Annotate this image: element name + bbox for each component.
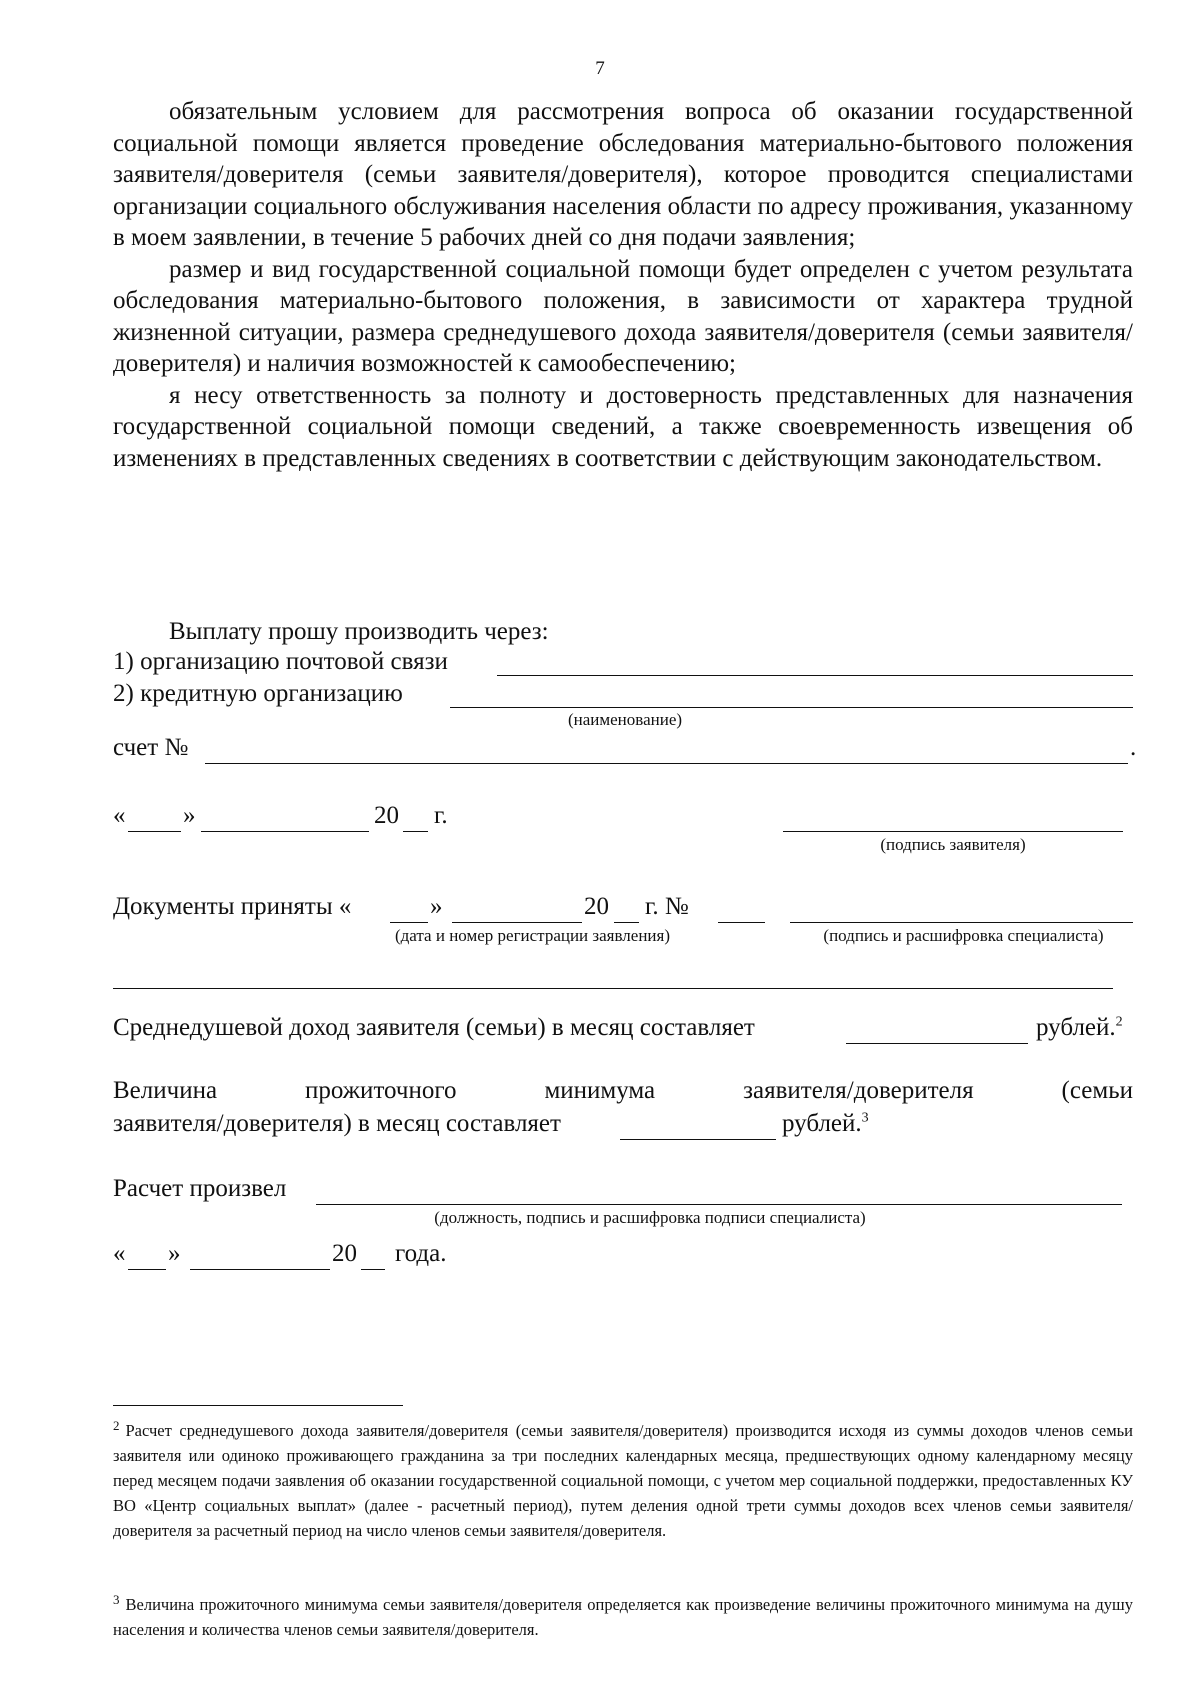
footnote-2: $^2$ Расчет среднедушевого дохода заявителя/доверителя (семьи заявителя/доверителя) производится исходя из суммы доходов членов семьи заявителя или одиноко проживающего гражданина за три последних календарных месяца, предшествующих одному календарному месяцу перед месяцем подачи заявления об оказании государственной социальной помощи, с учетом мер социальной поддержки, предоставленных КУ ВО «Центр социальных выплат» (далее - расчетный период), путем деления одной трети суммы доходов всех членов семьи заявителя/доверителя за расчетный период на число членов семьи заявителя/доверителя. xyxy=(113,1417,1133,1540)
calc-year-field[interactable] xyxy=(361,1244,385,1270)
docs-number-label: г. № xyxy=(645,893,689,920)
income-label: Среднедушевой доход заявителя (семьи) в месяц составляет xyxy=(113,1014,755,1041)
statement-paragraphs xyxy=(113,96,1133,474)
specialist-signature-field[interactable] xyxy=(790,897,1133,923)
calc-open-quote: « xyxy=(113,1240,126,1267)
income-amount-field[interactable] xyxy=(846,1018,1028,1044)
calculation-caption: (должность, подпись и расшифровка подписи специалиста) xyxy=(434,1208,866,1227)
bank-name-field[interactable] xyxy=(450,682,1133,708)
payment-option-post: 1) организацию почтовой связи xyxy=(113,648,448,675)
income-unit: рублей.$^2$ xyxy=(1036,1014,1123,1041)
payment-title: Выплату прошу производить через: xyxy=(169,618,549,645)
date-year-suffix: г. xyxy=(434,802,448,829)
docs-year-prefix: 20 xyxy=(584,893,609,920)
payment-option-bank: 2) кредитную организацию xyxy=(113,680,403,707)
footnote-ref-3: 3 xyxy=(861,1110,869,1126)
paragraph-assistance-size: размер и вид государственной социальной помощи будет определен с учетом результата обследования материально-бытового положения, в зависимости от характера трудной жизненной ситуации, размера среднедушевого дохода заявителя/доверителя (семьи заявителя/доверителя) и наличия возможностей к самообеспечению; xyxy=(113,255,1133,377)
subsistence-line-1: Величина прожиточного минимума заявителя/доверителя (семьи xyxy=(113,1077,1133,1104)
date-close-quote: » xyxy=(183,802,196,829)
calc-year-prefix: 20 xyxy=(332,1240,357,1267)
date-open-quote: « xyxy=(113,802,126,829)
date-year-prefix: 20 xyxy=(374,802,399,829)
account-label: счет № xyxy=(113,734,189,761)
docs-year-field[interactable] xyxy=(614,897,639,923)
specialist-signature-caption: (подпись и расшифровка специалиста) xyxy=(823,926,1104,945)
account-end-dot: . xyxy=(1130,734,1137,761)
calc-day-field[interactable] xyxy=(128,1244,166,1270)
applicant-signature-caption: (подпись заявителя) xyxy=(880,835,1026,854)
docs-date-caption: (дата и номер регистрации заявления) xyxy=(395,926,670,945)
paragraph-inspection-condition: обязательным условием для рассмотрения вопроса об оказании государственной социальной помощи является проведение обследования материально-бытового положения заявителя/доверителя (семьи заявителя/доверителя), которое проводится специалистами организации социального обслуживания населения области по адресу проживания, указанному в моем заявлении, в течение 5 рабочих дней со дня подачи заявления; xyxy=(113,98,1133,251)
post-office-field[interactable] xyxy=(497,650,1133,676)
calc-month-field[interactable] xyxy=(190,1244,330,1270)
subsistence-unit: рублей.$^3$ xyxy=(782,1110,869,1137)
docs-day-field[interactable] xyxy=(390,897,428,923)
date-year-field[interactable] xyxy=(403,806,428,832)
docs-month-field[interactable] xyxy=(452,897,582,923)
date-day-field[interactable] xyxy=(128,806,181,832)
date-month-field[interactable] xyxy=(201,806,369,832)
paragraph-responsibility: я несу ответственность за полноту и достоверность представленных для назначения государственной социальной помощи сведений, а также своевременность извещения об изменениях в представленных сведениях в соответствии с действующим законодательством. xyxy=(113,381,1133,472)
account-number-field[interactable] xyxy=(205,736,1128,764)
applicant-signature-field[interactable] xyxy=(783,806,1123,832)
section-divider xyxy=(113,988,1113,989)
calculation-label: Расчет произвел xyxy=(113,1175,287,1202)
page-number: 7 xyxy=(595,58,605,79)
footnote-ref-2: 2 xyxy=(1115,1014,1123,1030)
bank-name-caption: (наименование) xyxy=(567,710,683,729)
footnote-3: $^3$ Величина прожиточного минимума семьи заявителя/доверителя определяется как произведение величины прожиточного минимума на душу населения и количества членов семьи заявителя/доверителя. xyxy=(113,1591,1133,1639)
docs-registration-number-field[interactable] xyxy=(718,897,765,923)
subsistence-label: заявителя/доверителя) в месяц составляет xyxy=(113,1110,561,1137)
docs-accepted-label: Документы приняты « xyxy=(113,893,352,920)
docs-close-quote: » xyxy=(430,893,443,920)
calc-close-quote: » xyxy=(168,1240,181,1267)
calculation-specialist-field[interactable] xyxy=(316,1179,1122,1205)
subsistence-amount-field[interactable] xyxy=(620,1114,776,1140)
calc-year-suffix: года. xyxy=(395,1240,447,1267)
footnote-separator xyxy=(113,1405,403,1406)
